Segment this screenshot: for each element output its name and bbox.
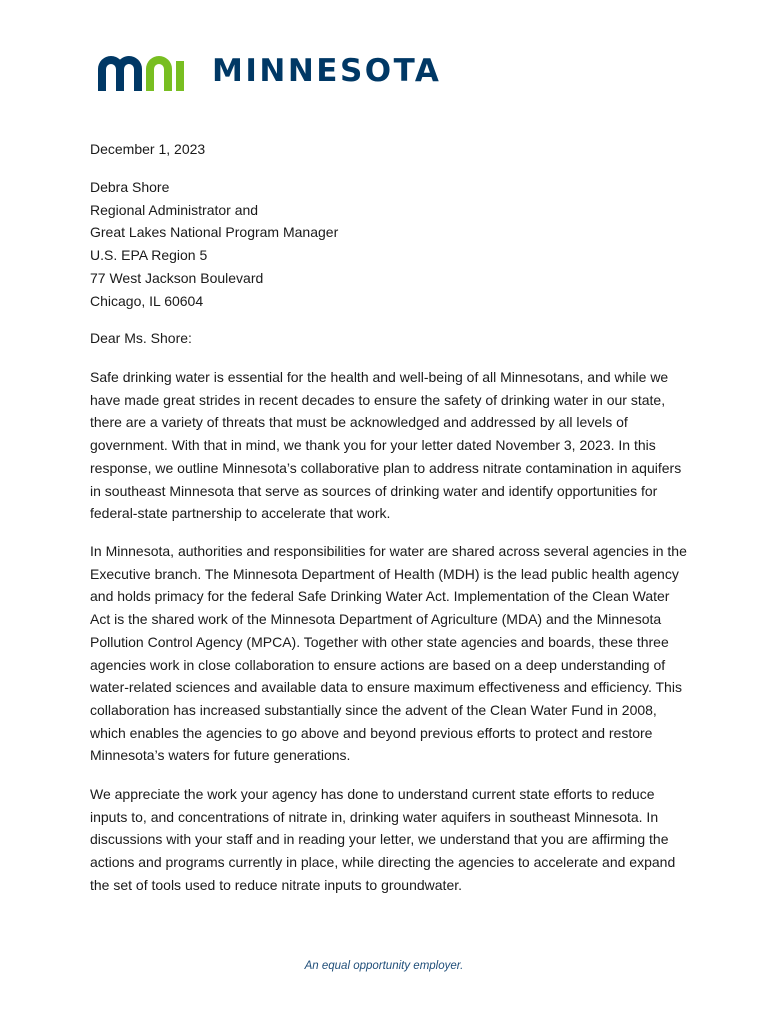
recipient-title-line-1: Regional Administrator and (90, 201, 259, 218)
mn-logo-mark-icon (96, 51, 190, 91)
salutation: Dear Ms. Shore: (90, 330, 192, 346)
minnesota-logo (96, 50, 441, 92)
recipient-name: Debra Shore (90, 179, 170, 195)
recipient-address (90, 176, 690, 312)
recipient-title-line-2: Great Lakes National Program Manager (90, 224, 339, 241)
footer-tagline: An equal opportunity employer. (304, 960, 464, 972)
recipient-city: Chicago, IL 60604 (90, 292, 204, 309)
paragraph-2: In Minnesota, authorities and responsibilities for water are shared across several agencies in the Executive branch. The Minnesota Department of Health (MDH) is the lead public health agency and holds primacy for the federal Safe Drinking Water Act. Implementation of the Clean Water Act is the shared work of the Minnesota Department of Agriculture (MDA) and the Minnesota Pollution Control Agency (MPCA). Together with other state agencies and boards, these three agencies work in close collaboration to ensure actions are based on a deep understanding of water-related sciences and available data to ensure maximum effectiveness and efficiency. This collaboration has increased substantially since the advent of the Clean Water Fund in 2008, which enables the agencies to go above and beyond previous efforts to protect and restore Minnesota’s waters for future generations. (90, 543, 687, 764)
paragraph-1: Safe drinking water is essential for the health and well-being of all Minnesotans, and while we have made great strides in recent decades to ensure the safety of drinking water in our state, there are a variety of threats that must be acknowledged and addressed by all levels of government. With that in mind, we thank you for your letter dated November 3, 2023. In this response, we outline Minnesota’s collaborative plan to address nitrate contamination in aquifers in southeast Minnesota that serve as sources of drinking water and identify opportunities for federal-state partnership to accelerate that work. (90, 369, 682, 522)
paragraph-3: We appreciate the work your agency has done to understand current state efforts to reduce inputs to, and concentrations of nitrate in, drinking water aquifers in southeast Minnesota. In discussions with your staff and in reading your letter, we understand that you are affirming the actions and programs currently in place, while directing the agencies to accelerate and expand the set of tools used to reduce nitrate inputs to groundwater. (90, 786, 676, 893)
recipient-organization: U.S. EPA Region 5 (90, 247, 208, 264)
logo-wordmark: MINNESOTA (212, 52, 442, 89)
letter-date: December 1, 2023 (90, 141, 206, 157)
recipient-street: 77 West Jackson Boulevard (90, 269, 264, 286)
